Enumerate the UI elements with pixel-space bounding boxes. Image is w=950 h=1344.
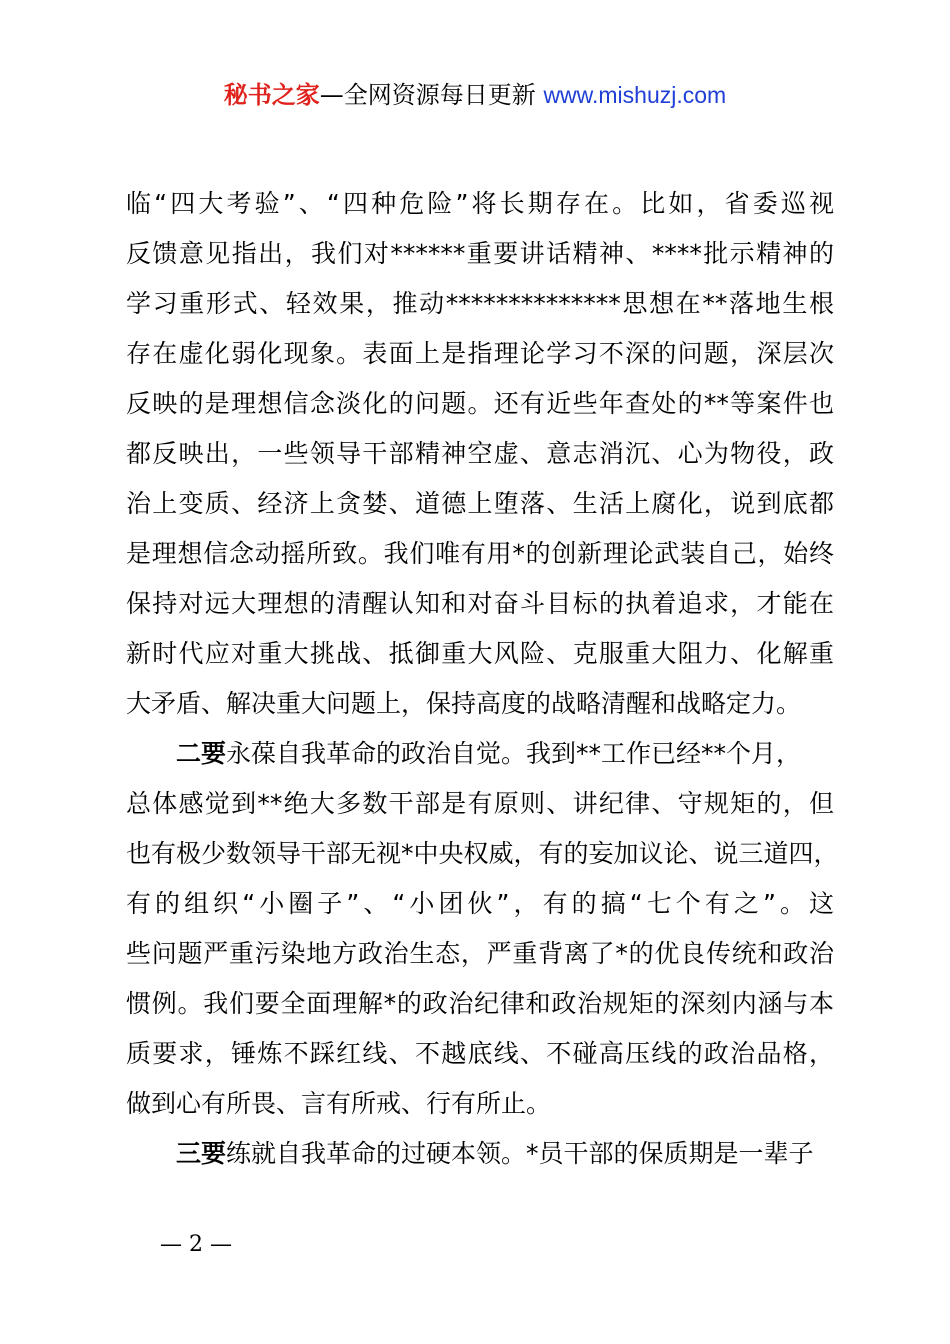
- paragraph-2-line: 做到心有所畏、言有所戒、行有所止。: [126, 1089, 552, 1118]
- page-number: — 2 —: [160, 1232, 232, 1257]
- paragraph-2-first-text: 永葆自我革命的政治自觉。我到**工作已经**个月，: [226, 739, 802, 768]
- paragraph-1-line: 大矛盾、解决重大问题上，保持高度的战略清醒和战略定力。: [126, 689, 802, 718]
- header-url-link[interactable]: www.mishuzj.com: [543, 82, 727, 108]
- paragraph-1-line: 反馈意见指出，我们对******重要讲话精神、****批示精神的: [126, 239, 834, 268]
- paragraph-2-line: 有的组织“小圈子”、“小团伙”，有的搞“七个有之”。这: [126, 889, 834, 918]
- paragraph-2-line: 质要求，锤炼不踩红线、不越底线、不碰高压线的政治品格，: [126, 1039, 834, 1068]
- paragraph-2-line: 些问题严重污染地方政治生态，严重背离了*的优良传统和政治: [126, 939, 834, 968]
- paragraph-1-line: 保持对远大理想的清醒认知和对奋斗目标的执着追求，才能在: [126, 589, 834, 618]
- paragraph-3-lead: 三要: [176, 1139, 227, 1168]
- paragraph-1-line: 存在虚化弱化现象。表面上是指理论学习不深的问题，深层次: [126, 339, 834, 368]
- paragraph-1-line: 反映的是理想信念淡化的问题。还有近些年查处的**等案件也: [126, 389, 834, 418]
- paragraph-1-line: 治上变质、经济上贪婪、道德上堕落、生活上腐化，说到底都: [126, 489, 834, 518]
- page-header: [0, 78, 950, 112]
- paragraph-3-first-line: [126, 1132, 834, 1182]
- header-brand: 秘书之家: [223, 81, 320, 109]
- paragraph-1-line: 新时代应对重大挑战、抵御重大风险、克服重大阻力、化解重: [126, 639, 834, 668]
- paragraph-3-first-text: 练就自我革命的过硬本领。*员干部的保质期是一辈子: [226, 1139, 814, 1168]
- document-body: [126, 182, 839, 1182]
- paragraph-2-line: 惯例。我们要全面理解*的政治纪律和政治规矩的深刻内涵与本: [126, 989, 834, 1018]
- paragraph-2-first-line: [126, 732, 834, 782]
- paragraph-1-line: 学习重形式、轻效果，推动**************思想在**落地生根: [126, 289, 834, 318]
- paragraph-2-line: 也有极少数领导干部无视*中央权威，有的妄加议论、说三道四，: [126, 839, 839, 868]
- paragraph-1-line: 是理想信念动摇所致。我们唯有用*的创新理论武装自己，始终: [126, 539, 834, 568]
- paragraph-1-line: 临“四大考验”、“四种危险”将长期存在。比如，省委巡视: [126, 189, 834, 218]
- paragraph-2-lead: 二要: [176, 739, 227, 768]
- paragraph-1-line: 都反映出，一些领导干部精神空虚、意志消沉、心为物役，政: [126, 439, 834, 468]
- paragraph-2-line: 总体感觉到**绝大多数干部是有原则、讲纪律、守规矩的，但: [126, 789, 834, 818]
- header-tagline: —全网资源每日更新: [319, 81, 544, 109]
